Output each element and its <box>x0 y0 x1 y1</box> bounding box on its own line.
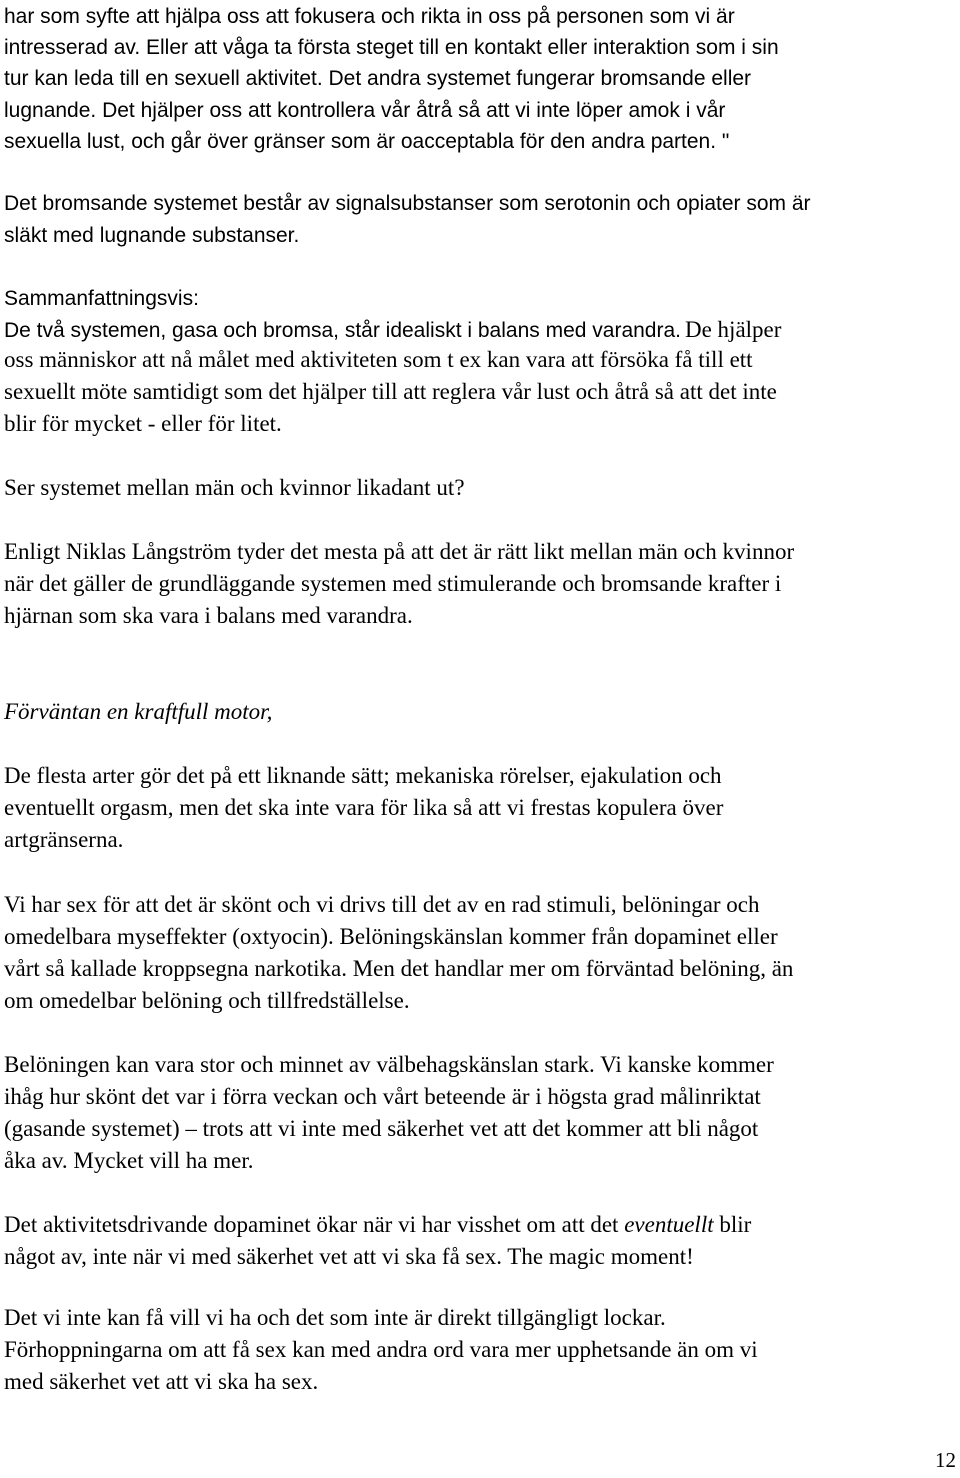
question-line: Ser systemet mellan män och kvinnor likadant ut? <box>4 475 465 500</box>
text-line: tur kan leda till en sexuell aktivitet. Det andra systemet fungerar bromsande eller <box>4 67 752 90</box>
text-line: Belöningen kan vara stor och minnet av välbehagskänslan stark. Vi kanske kommer <box>4 1052 774 1077</box>
text-line: åka av. Mycket vill ha mer. <box>4 1148 254 1173</box>
page-number: 12 <box>935 1448 956 1472</box>
text-line: sexuella lust, och går över gränser som är oacceptabla för den andra parten. " <box>4 130 730 153</box>
text-segment: blir <box>713 1212 752 1237</box>
text-line: artgränserna. <box>4 827 124 852</box>
text-line: ihåg hur skönt det var i förra veckan och vårt beteende är i högsta grad målinriktat <box>4 1084 761 1109</box>
text-line: intresserad av. Eller att våga ta första steget till en kontakt eller interaktion som i sin <box>4 36 779 59</box>
text-line: omedelbara myseffekter (oxtyocin). Belöningskänslan kommer från dopaminet eller <box>4 924 778 949</box>
text-segment: De hjälper <box>684 317 782 342</box>
text-line: hjärnan som ska vara i balans med varandra. <box>4 603 413 628</box>
text-line: Det bromsande systemet består av signalsubstanser som serotonin och opiater som är <box>4 192 811 215</box>
text-line: släkt med lugnande substanser. <box>4 224 300 247</box>
text-line: har som syfte att hjälpa oss att fokusera och rikta in oss på personen som vi är <box>4 5 735 28</box>
text-line <box>4 318 781 341</box>
text-line: De flesta arter gör det på ett liknande sätt; mekaniska rörelser, ejakulation och <box>4 763 722 788</box>
text-line: (gasande systemet) – trots att vi inte med säkerhet vet att det kommer att bli något <box>4 1116 759 1141</box>
emphasis-text: eventuellt <box>624 1212 714 1237</box>
text-line: blir för mycket - eller för litet. <box>4 411 282 436</box>
text-line: Vi har sex för att det är skönt och vi drivs till det av en rad stimuli, belöningar och <box>4 892 760 917</box>
text-line: Förhoppningarna om att få sex kan med andra ord vara mer upphetsande än om vi <box>4 1337 758 1362</box>
text-line: eventuellt orgasm, men det ska inte vara för lika så att vi frestas kopulera över <box>4 795 724 820</box>
text-line: när det gäller de grundläggande systemen med stimulerande och bromsande krafter i <box>4 571 782 596</box>
text-line: vårt så kallade kroppsegna narkotika. Men det handlar mer om förväntad belöning, än <box>4 956 794 981</box>
text-line: lugnande. Det hjälper oss att kontrollera vår åtrå så att vi inte löper amok i vår <box>4 99 726 122</box>
text-line <box>4 1213 751 1236</box>
text-line: Enligt Niklas Långström tyder det mesta på att det är rätt likt mellan män och kvinnor <box>4 539 795 564</box>
text-line: med säkerhet vet att vi ska ha sex. <box>4 1369 319 1394</box>
text-line: sexuellt möte samtidigt som det hjälper till att reglera vår lust och åtrå så att det inte <box>4 379 777 404</box>
summary-heading: Sammanfattningsvis: <box>4 287 199 310</box>
text-line: oss människor att nå målet med aktiviteten som t ex kan vara att försöka få till ett <box>4 347 753 372</box>
section-heading: Förväntan en kraftfull motor, <box>4 699 273 724</box>
text-line: något av, inte när vi med säkerhet vet att vi ska få sex. The magic moment! <box>4 1244 694 1269</box>
text-segment: Det aktivitetsdrivande dopaminet ökar när vi har visshet om att det <box>4 1212 625 1237</box>
text-segment: De två systemen, gasa och bromsa, står idealiskt i balans med varandra. <box>4 319 681 342</box>
text-line: om omedelbar belöning och tillfredställelse. <box>4 988 410 1013</box>
text-line: Det vi inte kan få vill vi ha och det som inte är direkt tillgängligt lockar. <box>4 1305 666 1330</box>
